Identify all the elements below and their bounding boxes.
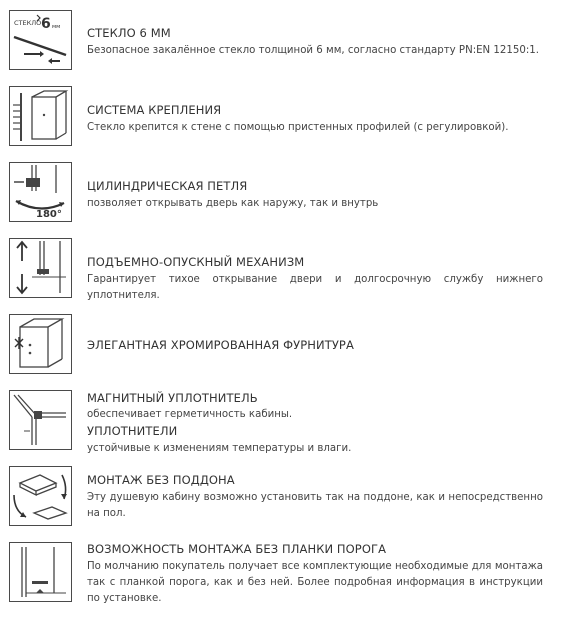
svg-text:180°: 180° <box>36 209 62 220</box>
svg-text:мм: мм <box>52 24 61 30</box>
feature-desc-secondary: устойчивые к изменениям температуры и влаги. <box>87 443 352 454</box>
feature-title-secondary: УПЛОТНИТЕЛИ <box>87 424 178 438</box>
cylindrical-hinge-icon <box>9 162 72 222</box>
feature-desc: Стекло крепится к стене с помощью пристенных профилей (с регулировкой). <box>87 122 509 133</box>
feature-title: ПОДЪЕМНО-ОПУСКНЫЙ МЕХАНИЗМ <box>87 255 305 269</box>
svg-text:6: 6 <box>41 16 51 32</box>
svg-text:СТЕКЛО: СТЕКЛО <box>14 19 42 27</box>
feature-title: ВОЗМОЖНОСТЬ МОНТАЖА БЕЗ ПЛАНКИ ПОРОГА <box>87 542 387 556</box>
glass-thickness-icon <box>9 10 72 70</box>
feature-desc: позволяет открывать дверь как наружу, так и внутрь <box>87 198 379 209</box>
magnetic-seal-icon <box>9 390 72 450</box>
feature-desc: Гарантирует тихое открывание двери и долгосрочную службу нижнего уплотнителя. <box>87 274 543 301</box>
feature-title: МАГНИТНЫЙ УПЛОТНИТЕЛЬ <box>87 391 258 405</box>
feature-title: ЦИЛИНДРИЧЕСКАЯ ПЕТЛЯ <box>87 179 248 193</box>
feature-desc: Эту душевую кабину возможно установить так на поддоне, как и непосредственно на пол. <box>87 492 543 519</box>
lift-down-mechanism-icon <box>9 238 72 298</box>
feature-title: МОНТАЖ БЕЗ ПОДДОНА <box>87 473 235 487</box>
mounting-system-icon <box>9 86 72 146</box>
feature-title: СИСТЕМА КРЕПЛЕНИЯ <box>87 103 222 117</box>
chrome-fittings-icon <box>9 314 72 374</box>
feature-title: ЭЛЕГАНТНАЯ ХРОМИРОВАННАЯ ФУРНИТУРА <box>87 338 354 352</box>
feature-desc: По молчанию покупатель получает все комплектующие необходимые для монтажа так с планкой порога, как и без ней. Более подробная информация в инструкции по установке. <box>87 561 543 604</box>
feature-desc: Безопасное закалённое стекло толщиной 6 мм, согласно стандарту PN:EN 12150:1. <box>87 45 539 56</box>
no-tray-mounting-icon <box>9 466 72 526</box>
no-threshold-mounting-icon <box>9 542 72 602</box>
feature-desc: обеспечивает герметичность кабины. <box>87 409 293 420</box>
feature-title: СТЕКЛО 6 ММ <box>87 26 171 40</box>
